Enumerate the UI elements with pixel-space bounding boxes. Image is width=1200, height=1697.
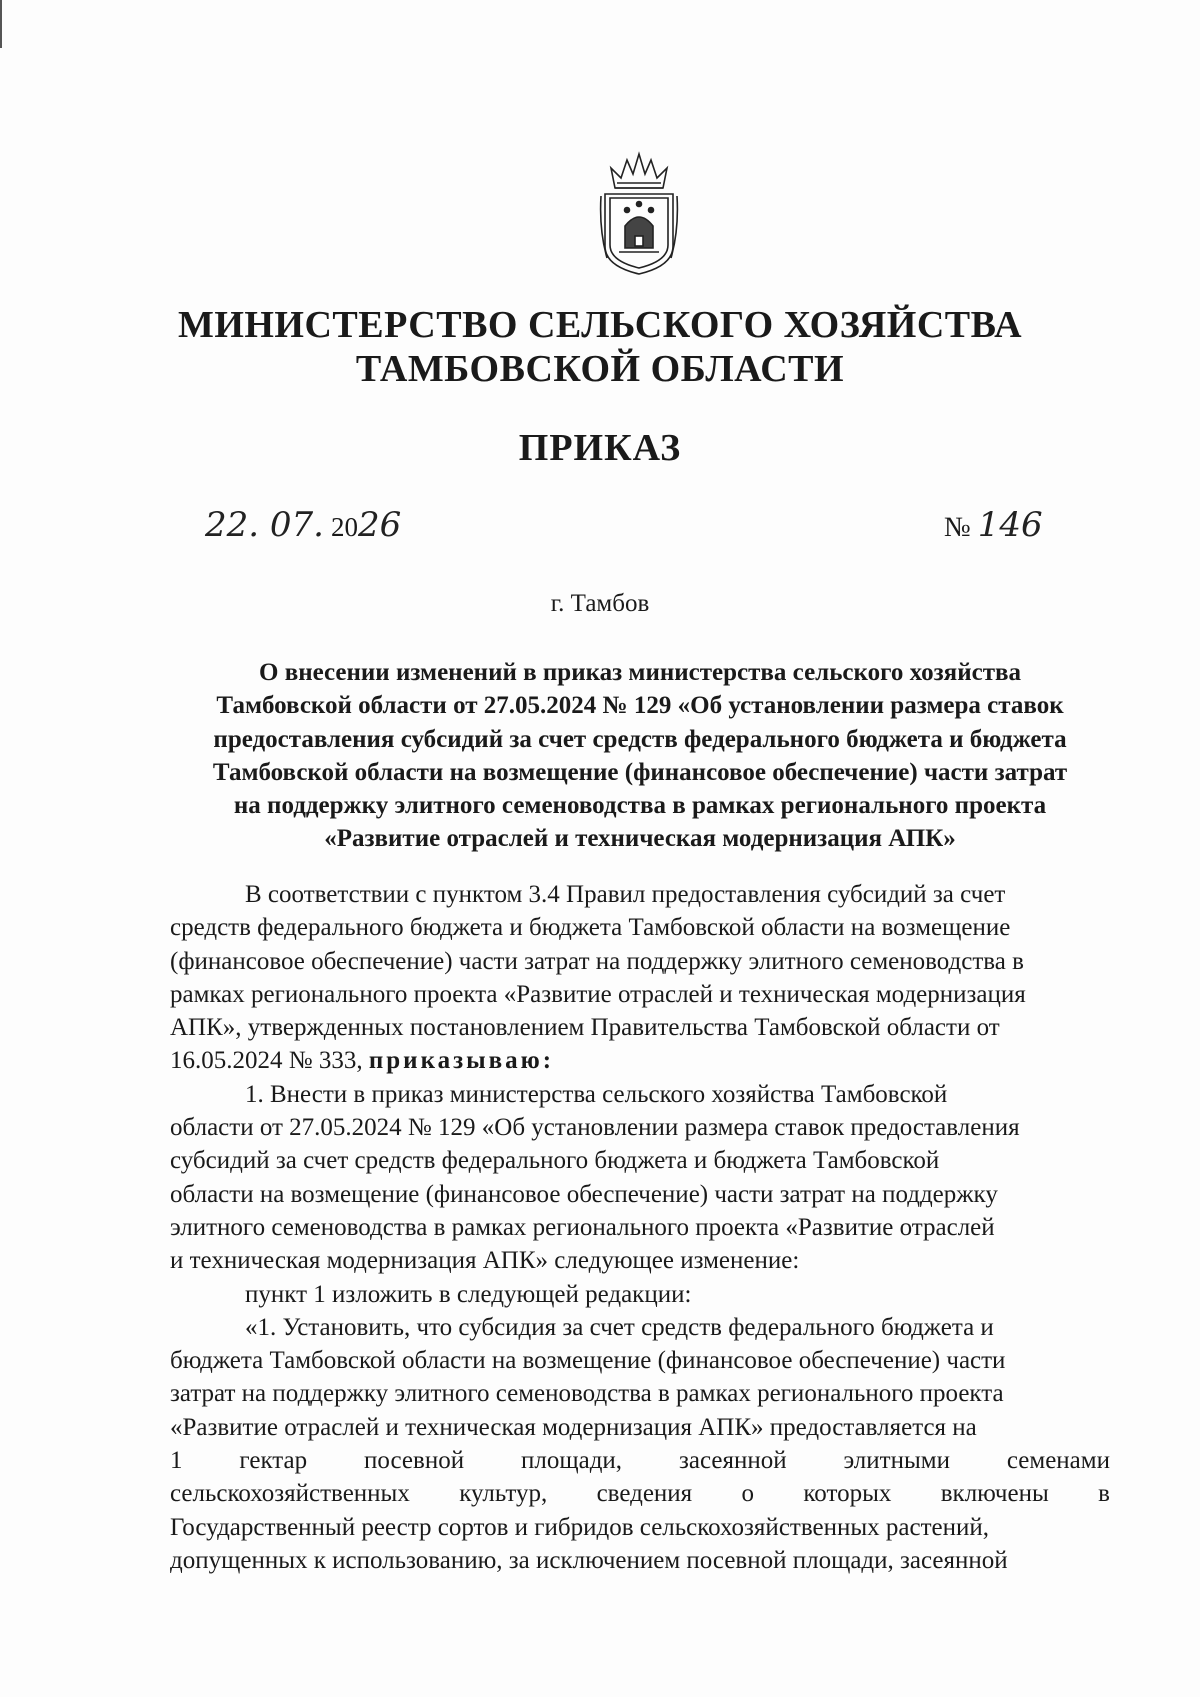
body-line: субсидий за счет средств федерального бюджета и бюджета Тамбовской — [170, 1147, 940, 1175]
subject-line: Тамбовской области на возмещение (финансовое обеспечение) части затрат — [212, 758, 1068, 786]
body-line: 1. Внести в приказ министерства сельского хозяйства Тамбовской — [245, 1080, 948, 1108]
city-line: г. Тамбов — [550, 590, 650, 617]
justified-word: гектар — [239, 1447, 308, 1475]
handwritten-date: 22. 07. — [205, 505, 324, 545]
body-line: средств федерального бюджета и бюджета Тамбовской области на возмещение — [170, 914, 1011, 942]
body-line: и техническая модернизация АПК» следующее изменение: — [170, 1247, 800, 1275]
subject-line: на поддержку элитного семеноводства в рамках регионального проекта — [233, 792, 1047, 820]
subject-line: предоставления субсидий за счет средств федерального бюджета и бюджета — [213, 725, 1067, 753]
body-line: допущенных к использованию, за исключением посевной площади, засеянной — [170, 1546, 1008, 1574]
body-line — [170, 1477, 1110, 1510]
handwritten-year: 26 — [357, 505, 402, 545]
justified-word: посевной — [364, 1447, 465, 1475]
justified-word: включены — [940, 1480, 1049, 1508]
body-line: бюджета Тамбовской области на возмещение (финансовое обеспечение) части — [170, 1347, 1006, 1375]
justified-word: которых — [803, 1480, 892, 1508]
justified-word: 1 — [170, 1447, 183, 1475]
handwritten-number: 146 — [977, 505, 1043, 545]
resolution-prefix: 16.05.2024 № 333, — [170, 1047, 369, 1075]
justified-word: сельскохозяйственных — [170, 1480, 410, 1508]
order-date — [205, 505, 401, 545]
justified-word: о — [741, 1480, 755, 1508]
body-line: В соответствии с пунктом 3.4 Правил предоставления субсидий за счет — [245, 881, 1006, 908]
body-line: (финансовое обеспечение) части затрат на поддержку элитного семеноводства в — [170, 947, 1024, 975]
body-line-resolution — [170, 1044, 1110, 1077]
year-prefix: 20 — [330, 512, 358, 542]
subject-line: О внесении изменений в приказ министерства сельского хозяйства — [259, 659, 1021, 686]
justified-word: в — [1098, 1480, 1110, 1508]
coat-of-arms-emblem — [597, 150, 681, 276]
body-line: элитного семеноводства в рамках регионального проекта «Развитие отраслей — [170, 1213, 995, 1241]
number-sign: № — [944, 512, 971, 543]
scan-edge-mark — [0, 0, 2, 48]
order-subject — [160, 656, 1120, 856]
body-line: «1. Установить, что субсидия за счет средств федерального бюджета и — [245, 1313, 994, 1341]
justified-word: засеянной — [678, 1447, 787, 1475]
body-line — [170, 1444, 1110, 1477]
justified-word: семенами — [1006, 1447, 1110, 1475]
body-line: рамках регионального проекта «Развитие отраслей и техническая модернизация — [170, 980, 1026, 1008]
justified-word: площади, — [521, 1447, 623, 1475]
justified-word: сведения — [596, 1480, 693, 1508]
subject-line: «Развитие отраслей и техническая модернизация АПК» — [324, 825, 956, 853]
document-type-title: ПРИКАЗ — [518, 427, 682, 469]
body-line: области от 27.05.2024 № 129 «Об установлении размера ставок предоставления — [170, 1114, 1020, 1142]
resolution-word: приказываю: — [368, 1047, 555, 1075]
body-line: пункт 1 изложить в следующей редакции: — [245, 1280, 692, 1308]
body-line: «Развитие отраслей и техническая модернизация АПК» предоставляется на — [170, 1413, 977, 1441]
justified-word: культур, — [459, 1480, 548, 1508]
body-line: Государственный реестр сортов и гибридов сельскохозяйственных растений, — [170, 1513, 989, 1541]
order-number — [944, 505, 1043, 545]
order-body — [170, 878, 1110, 1577]
body-line: АПК», утвержденных постановлением Правительства Тамбовской области от — [170, 1014, 1000, 1042]
ministry-name-line1: МИНИСТЕРСТВО СЕЛЬСКОГО ХОЗЯЙСТВА — [177, 304, 1023, 346]
justified-word: элитными — [843, 1447, 950, 1475]
ministry-name-line2: ТАМБОВСКОЙ ОБЛАСТИ — [355, 348, 845, 390]
body-line: затрат на поддержку элитного семеноводства в рамках регионального проекта — [170, 1380, 1004, 1408]
body-line: области на возмещение (финансовое обеспечение) части затрат на поддержку — [170, 1180, 998, 1208]
subject-line: Тамбовской области от 27.05.2024 № 129 «Об установлении размера ставок — [216, 692, 1064, 720]
